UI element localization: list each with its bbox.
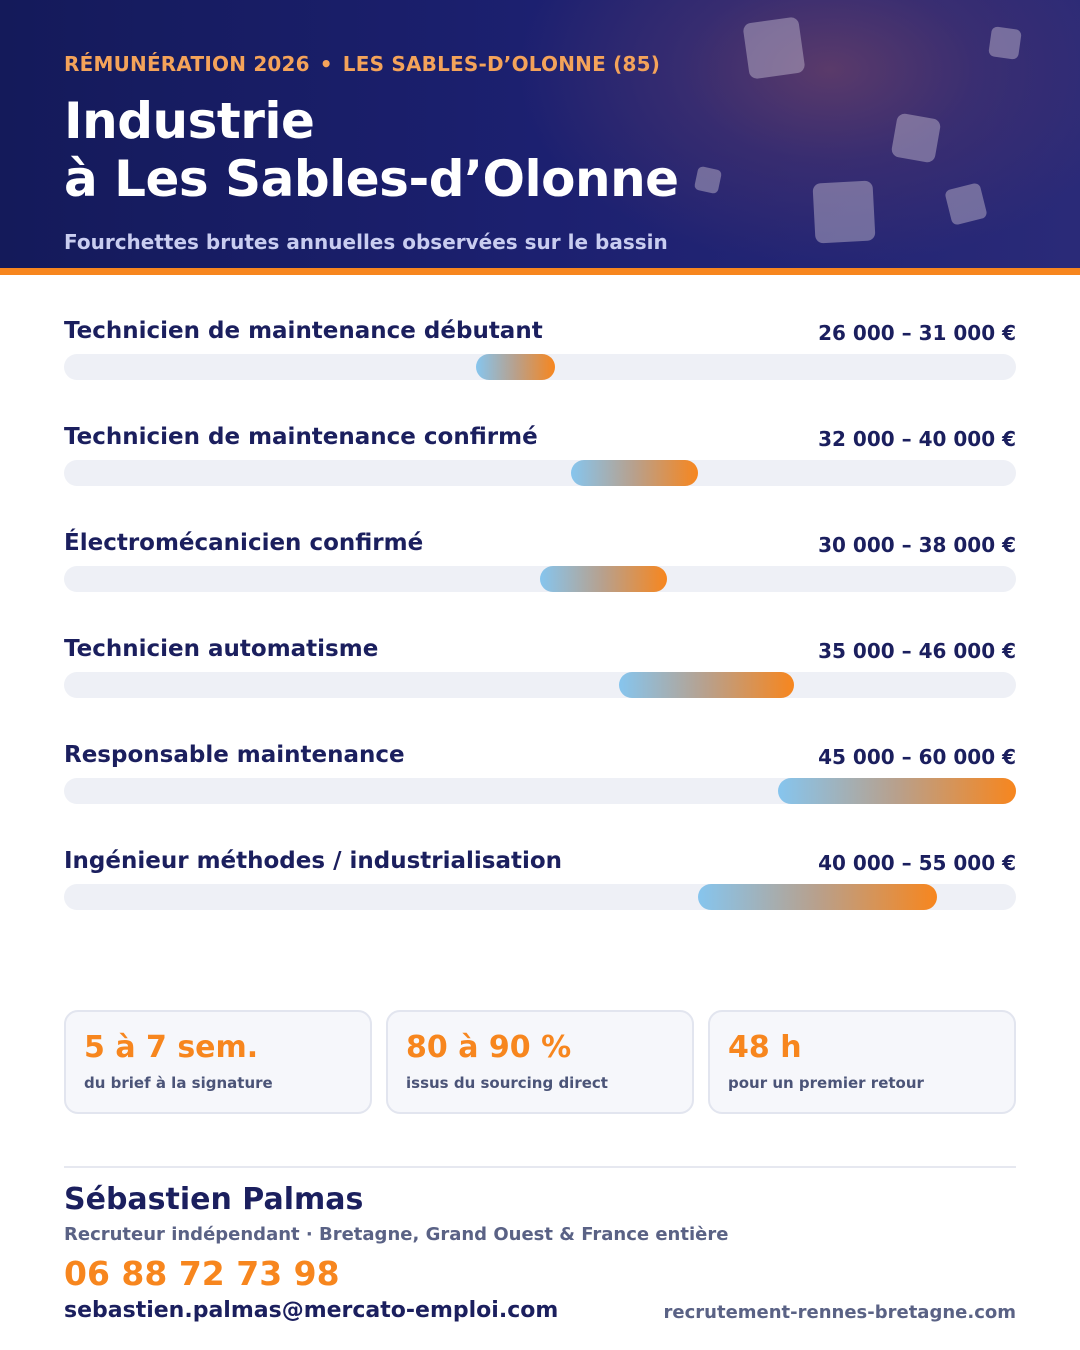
job-title-label: Technicien de maintenance confirmé [64, 424, 538, 450]
job-title-label: Technicien automatisme [64, 636, 379, 662]
kicker-separator: • [319, 52, 333, 76]
job-title-label: Ingénieur méthodes / industrialisation [64, 848, 563, 874]
salary-range-label: 30 000 – 38 000 € [818, 533, 1016, 557]
stats-row [64, 1010, 1016, 1114]
decorative-square [812, 180, 875, 243]
salary-row [64, 524, 1016, 630]
stat-caption: issus du sourcing direct [406, 1074, 608, 1092]
stat-card [386, 1010, 694, 1114]
website-link[interactable]: recrutement-rennes-bretagne.com [663, 1302, 1016, 1323]
kicker [64, 52, 660, 76]
decorative-square [694, 166, 722, 194]
stat-value: 80 à 90 % [406, 1030, 572, 1065]
contact-name: Sébastien Palmas [64, 1182, 364, 1217]
decorative-square [988, 26, 1022, 60]
stat-card [708, 1010, 1016, 1114]
title-line-2: à Les Sables-d’Olonne [64, 150, 679, 208]
divider [64, 1166, 1016, 1168]
salary-range-bar [571, 460, 698, 486]
stat-value: 5 à 7 sem. [84, 1030, 259, 1065]
salary-range-bar [619, 672, 794, 698]
salary-row [64, 842, 1016, 948]
range-track [64, 778, 1016, 804]
stat-card [64, 1010, 372, 1114]
salary-row [64, 736, 1016, 842]
decorative-square [891, 113, 942, 164]
job-title-label: Responsable maintenance [64, 742, 405, 768]
accent-stripe [0, 268, 1080, 275]
salary-range-label: 45 000 – 60 000 € [818, 745, 1016, 769]
range-track [64, 460, 1016, 486]
range-track [64, 354, 1016, 380]
contact-phone[interactable]: 06 88 72 73 98 [64, 1254, 340, 1293]
stat-caption: du brief à la signature [84, 1074, 273, 1092]
decorative-square [742, 16, 805, 79]
header-banner [0, 0, 1080, 268]
salary-range-bar [540, 566, 667, 592]
salary-row [64, 312, 1016, 418]
kicker-year: RÉMUNÉRATION 2026 [64, 52, 310, 76]
salary-range-label: 26 000 – 31 000 € [818, 321, 1016, 345]
salary-range-bar [778, 778, 1016, 804]
stat-caption: pour un premier retour [728, 1074, 924, 1092]
decorative-square [944, 182, 988, 226]
salary-range-label: 32 000 – 40 000 € [818, 427, 1016, 451]
range-track [64, 566, 1016, 592]
page-subtitle: Fourchettes brutes annuelles observées sur le bassin [64, 230, 668, 254]
range-track [64, 672, 1016, 698]
salary-range-label: 40 000 – 55 000 € [818, 851, 1016, 875]
job-title-label: Technicien de maintenance débutant [64, 318, 543, 344]
kicker-location: LES SABLES-D’OLONNE (85) [342, 52, 661, 76]
salary-row [64, 418, 1016, 524]
title-line-1: Industrie [64, 92, 315, 150]
salary-range-bar [698, 884, 936, 910]
salary-range-chart [64, 312, 1016, 948]
job-title-label: Électromécanicien confirmé [64, 530, 424, 556]
salary-row [64, 630, 1016, 736]
salary-range-bar [476, 354, 555, 380]
stat-value: 48 h [728, 1030, 802, 1065]
salary-range-label: 35 000 – 46 000 € [818, 639, 1016, 663]
contact-email-link[interactable]: sebastien.palmas@mercato-emploi.com [64, 1298, 559, 1323]
range-track [64, 884, 1016, 910]
page-title [64, 92, 679, 208]
contact-role: Recruteur indépendant · Bretagne, Grand Ouest & France entière [64, 1224, 729, 1245]
